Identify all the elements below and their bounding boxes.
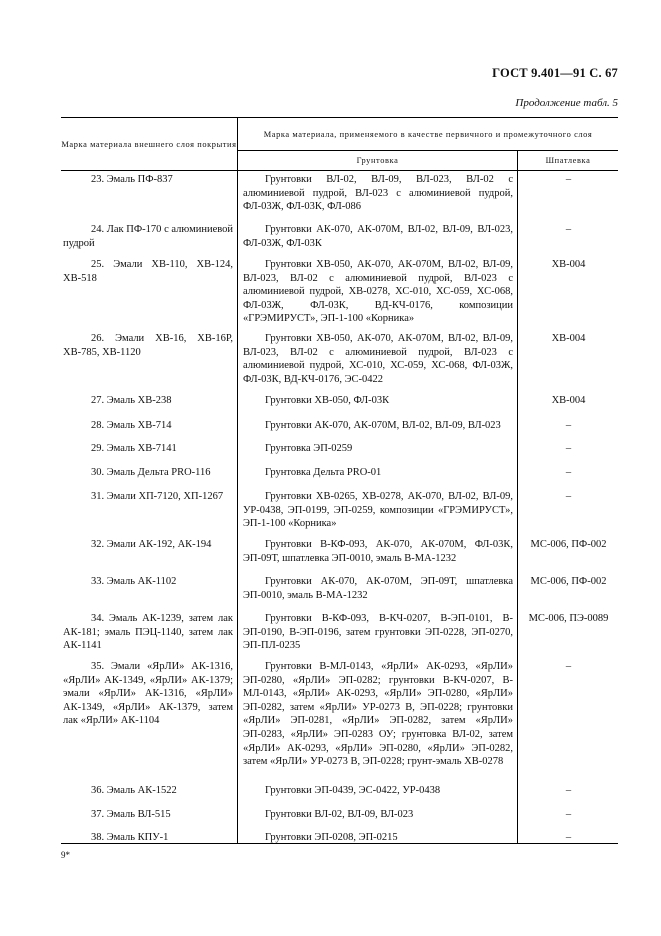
putty-cell: МС-006, ПФ-002 bbox=[530, 576, 607, 587]
outer-coating-cell: 32. Эмали АК-192, АК-194 bbox=[91, 539, 212, 550]
header-putty-text: Шпатлевка bbox=[545, 155, 591, 165]
primer-cell: Грунтовки ЭП-0208, ЭП-0215 bbox=[265, 832, 398, 843]
putty-cell: – bbox=[565, 809, 572, 820]
putty-cell: – bbox=[565, 467, 572, 478]
putty-cell: – bbox=[565, 443, 572, 454]
table-body bbox=[61, 171, 618, 844]
outer-coating-cell: 30. Эмаль Дельта PRO-116 bbox=[91, 467, 211, 478]
primer-cell: Грунтовки В-КФ-093, В-КЧ-0207, В-ЭП-0101, В-ЭП-0190, В-ЭП-0196, затем грунтовки ЭП-0228, ЭП-0270, ЭП-ПЛ-0235 bbox=[243, 613, 513, 652]
header-outer-layer bbox=[61, 118, 238, 170]
putty-cell: – bbox=[565, 491, 572, 502]
outer-coating-cell: 24. Лак ПФ-170 с алюминиевой пудрой bbox=[63, 224, 233, 249]
table-continuation-label: Продолжение табл. 5 bbox=[515, 97, 618, 109]
primer-cell: Грунтовки ВЛ-02, ВЛ-09, ВЛ-023, ВЛ-02 с алюминиевой пудрой, ВЛ-023 с алюминиевой пудрой, ФЛ-03Ж, ФЛ-03К, ФЛ-086 bbox=[243, 174, 513, 213]
primer-cell: Грунтовки АК-070, АК-070М, ВЛ-02, ВЛ-09, ВЛ-023, ФЛ-03Ж, ФЛ-03К bbox=[243, 224, 513, 249]
outer-coating-cell: 31. Эмали ХП-7120, ХП-1267 bbox=[91, 491, 224, 502]
primer-cell: Грунтовки ХВ-050, АК-070, АК-070М, ВЛ-02, ВЛ-09, ВЛ-023, ВЛ-02 с алюминиевой пудрой, ВЛ-023 с алюминиевой пудрой, ХС-010, ХС-059, ХС-068, ФЛ-03Ж, ФЛ-03К, ВД-КЧ-0176, ЭС-0422 bbox=[243, 333, 513, 385]
page-footnote-mark: 9* bbox=[61, 850, 70, 860]
primer-cell: Грунтовки В-КФ-093, АК-070, АК-070М, ФЛ-03К, ЭП-09Т, шпатлевка ЭП-0010, эмаль В-МА-1232 bbox=[243, 539, 513, 564]
outer-coating-cell: 37. Эмаль ВЛ-515 bbox=[91, 809, 171, 820]
coating-table bbox=[61, 117, 618, 844]
page-title: ГОСТ 9.401—91 С. 67 bbox=[492, 66, 618, 80]
putty-cell: ХВ-004 bbox=[551, 395, 586, 406]
primer-cell: Грунтовки ХВ-0265, ХВ-0278, АК-070, ВЛ-02, ВЛ-09, УР-0438, ЭП-0199, ЭП-0259, композиции «ГРЭМИРУСТ», ЭП-1-100 «Корника» bbox=[243, 491, 513, 530]
outer-coating-cell: 26. Эмали ХВ-16, ХВ-16Р, ХВ-785, ХВ-1120 bbox=[63, 333, 233, 358]
header-primer-text: Грунтовка bbox=[356, 155, 399, 165]
primer-cell: Грунтовки ЭП-0439, ЭС-0422, УР-0438 bbox=[265, 785, 441, 796]
outer-coating-cell: 28. Эмаль ХВ-714 bbox=[91, 420, 172, 431]
outer-coating-cell: 34. Эмаль АК-1239, затем лак АК-181; эмаль ПЭЦ-1140, затем лак АК-1141 bbox=[63, 613, 233, 652]
putty-cell: – bbox=[565, 661, 572, 672]
header-primer bbox=[238, 151, 518, 170]
outer-coating-cell: 33. Эмаль АК-1102 bbox=[91, 576, 177, 587]
column-divider bbox=[517, 171, 518, 843]
primer-cell: Грунтовки ВЛ-02, ВЛ-09, ВЛ-023 bbox=[265, 809, 414, 820]
header-outer-layer-text: Марка материала внешнего слоя покрытия bbox=[61, 139, 237, 149]
table-header bbox=[61, 117, 618, 171]
primer-cell: Грунтовки ХВ-050, ФЛ-03К bbox=[265, 395, 390, 406]
outer-coating-cell: 36. Эмаль АК-1522 bbox=[91, 785, 177, 796]
outer-coating-cell: 29. Эмаль ХВ-7141 bbox=[91, 443, 177, 454]
putty-cell: ХВ-004 bbox=[551, 333, 586, 344]
putty-cell: МС-006, ПЭ-0089 bbox=[528, 613, 609, 624]
putty-cell: – bbox=[565, 832, 572, 843]
primer-cell: Грунтовки АК-070, АК-070М, ЭП-09Т, шпатлевка ЭП-0010, эмаль В-МА-1232 bbox=[243, 576, 513, 601]
outer-coating-cell: 35. Эмали «ЯрЛИ» АК-1316, «ЯрЛИ» АК-1349, «ЯрЛИ» АК-1379; эмали «ЯрЛИ» АК-1316, «ЯрЛИ» АК-1349, «ЯрЛИ» АК-1379, затем лак «ЯрЛИ» АК-1104 bbox=[63, 661, 233, 727]
primer-cell: Грунтовка Дельта PRO-01 bbox=[265, 467, 382, 478]
header-primary-layers bbox=[238, 118, 618, 151]
putty-cell: МС-006, ПФ-002 bbox=[530, 539, 607, 550]
primer-cell: Грунтовка ЭП-0259 bbox=[265, 443, 353, 454]
putty-cell: ХВ-004 bbox=[551, 259, 586, 270]
primer-cell: Грунтовки ХВ-050, АК-070, АК-070М, ВЛ-02, ВЛ-09, ВЛ-023, ВЛ-02 с алюминиевой пудрой, ВЛ-023 с алюминиевой пудрой, ХВ-0278, ХС-010, ХС-059, ХС-068, ФЛ-03Ж, ФЛ-03К, ВД-КЧ-0176, композиции «ГРЭМИРУСТ», ЭП-1-100 «Корника» bbox=[243, 259, 513, 325]
outer-coating-cell: 23. Эмаль ПФ-837 bbox=[91, 174, 173, 185]
primer-cell: Грунтовки В-МЛ-0143, «ЯрЛИ» АК-0293, «ЯрЛИ» ЭП-0280, «ЯрЛИ» ЭП-0282; грунтовки В-КЧ-0207, В-МЛ-0143, «ЯрЛИ» АК-0293, «ЯрЛИ» ЭП-0280, «ЯрЛИ» ЭП-0282, затем «ЯрЛИ» УР-0273 В, ЭП-0228; грунтовки «ЯрЛИ» ЭП-0281, «ЯрЛИ» ЭП-0282, затем «ЯрЛИ» ЭП-0283, «ЯрЛИ» ЭП-0283 ОУ; грунтовка ВЛ-02, затем «ЯрЛИ» АК-0293, «ЯрЛИ» ЭП-0280, «ЯрЛИ» ЭП-0282, затем «ЯрЛИ» УР-0273 В, ЭП-0228; грунт-эмаль ХВ-0278 bbox=[243, 661, 513, 768]
outer-coating-cell: 25. Эмали ХВ-110, ХВ-124, ХВ-518 bbox=[63, 259, 233, 284]
header-primary-layers-text: Марка материала, применяемого в качестве первичного и промежуточного слоя bbox=[263, 129, 593, 139]
outer-coating-cell: 38. Эмаль КПУ-1 bbox=[91, 832, 169, 843]
header-putty bbox=[518, 151, 618, 170]
outer-coating-cell: 27. Эмаль ХВ-238 bbox=[91, 395, 172, 406]
primer-cell: Грунтовки АК-070, АК-070М, ВЛ-02, ВЛ-09, ВЛ-023 bbox=[265, 420, 501, 431]
putty-cell: – bbox=[565, 174, 572, 185]
putty-cell: – bbox=[565, 224, 572, 235]
column-divider bbox=[237, 171, 238, 843]
putty-cell: – bbox=[565, 420, 572, 431]
putty-cell: – bbox=[565, 785, 572, 796]
